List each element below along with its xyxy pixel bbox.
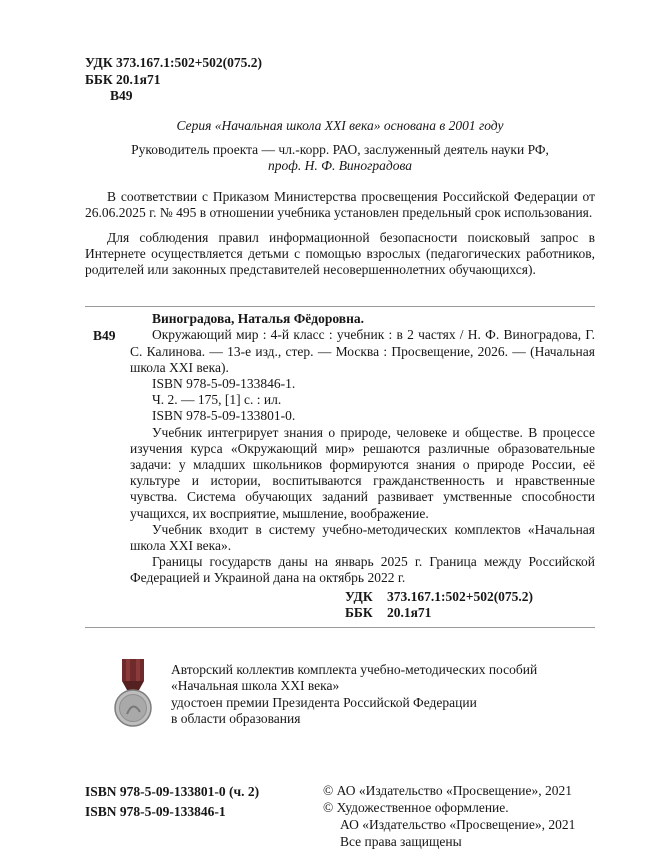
catalog-classification (345, 589, 595, 621)
catalog-part-line: Ч. 2. — 175, [1] с. : ил. (152, 392, 282, 408)
ministry-order-paragraph: В соответствии с Приказом Министерства просвещения Российской Федерации от 26.06.2025 г. № 495 в отношении учебника установлен предельный срок использования. (85, 189, 595, 221)
catalog-isbn-series: ISBN 978-5-09-133846-1. (152, 375, 296, 391)
copyright-line2: © Художественное оформление. (323, 799, 509, 815)
catalog-udk-value: 373.167.1:502+502(075.2) (387, 588, 534, 604)
catalog-card-bottom-rule (85, 627, 595, 628)
footer-isbn-series: ISBN 978-5-09-133846-1 (85, 803, 226, 819)
award-text (171, 658, 537, 728)
award-line3: удостоен премии Президента Российской Федерации (171, 694, 477, 710)
catalog-annotation-1: Учебник интегрирует знания о природе, человеке и обществе. В процессе изучения курса «Окружающий мир» решаются различные образовательные задачи: у младших школьников формируются знания о природе России, её культуре и истории, воспитываются гражданственность и нравственные чувства. Система обучающих заданий развивает умственные способности учащихся, их восприятие, мышление, воображение. (130, 424, 595, 521)
classification-block (85, 55, 595, 105)
catalog-annotation-2: Учебник входит в систему учебно-методических комплектов «Начальная школа XXI века». (130, 521, 595, 553)
author-sign-code: В49 (110, 88, 133, 103)
catalog-isbn-part: ISBN 978-5-09-133801-0. (152, 408, 296, 424)
project-lead-line1: Руководитель проекта — чл.-корр. РАО, заслуженный деятель науки РФ, (131, 141, 549, 157)
bbk-code: ББК 20.1я71 (85, 71, 161, 87)
medal-icon (113, 658, 153, 732)
copyright-line1: © АО «Издательство «Просвещение», 2021 (323, 782, 572, 798)
udk-code: УДК 373.167.1:502+502(075.2) (85, 55, 263, 70)
footer-block (85, 782, 595, 850)
catalog-bbk-label: ББК (345, 604, 373, 620)
catalog-udk-label: УДК (345, 588, 373, 604)
award-line4: в области образования (171, 711, 301, 727)
footer-isbn-block (85, 782, 323, 850)
award-block (85, 658, 595, 732)
award-line2: «Начальная школа XXI века» (171, 678, 340, 694)
footer-isbn-part: ISBN 978-5-09-133801-0 (ч. 2) (85, 783, 260, 799)
copyright-line3: АО «Издательство «Просвещение», 2021 (340, 816, 576, 832)
catalog-annotation-3: Границы государств даны на январь 2025 г. Граница между Российской Федерацией и Украиной дана на октябрь 2022 г. (130, 554, 595, 586)
catalog-bbk-value: 20.1я71 (387, 604, 432, 620)
information-safety-paragraph: Для соблюдения правил информационной безопасности поисковый запрос в Интернете осуществляется детьми с помощью взрослых (педагогических работников, родителей или законных представителей несовершеннолетних обучающихся). (85, 229, 595, 277)
footer-copyright-block (323, 782, 575, 850)
catalog-card (85, 307, 595, 627)
catalog-udk-row (345, 589, 595, 605)
series-note: Серия «Начальная школа XXI века» основана в 2001 году (176, 117, 504, 133)
catalog-card-code: В49 (93, 328, 116, 344)
award-line1: Авторский коллектив комплекта учебно-методических пособий (171, 661, 538, 677)
catalog-title-block: Окружающий мир : 4-й класс : учебник : в 2 частях / Н. Ф. Виноградова, Г. С. Калинова. — 13-е изд., стер. — Москва : Просвещение, 2026. — (Начальная школа XXI века). (130, 327, 595, 375)
catalog-author: Виноградова, Наталья Фёдоровна. (152, 311, 364, 327)
copyright-line4: Все права защищены (340, 833, 462, 849)
project-lead (85, 142, 595, 174)
catalog-bbk-row (345, 605, 595, 621)
project-lead-line2: проф. Н. Ф. Виноградова (268, 157, 412, 173)
